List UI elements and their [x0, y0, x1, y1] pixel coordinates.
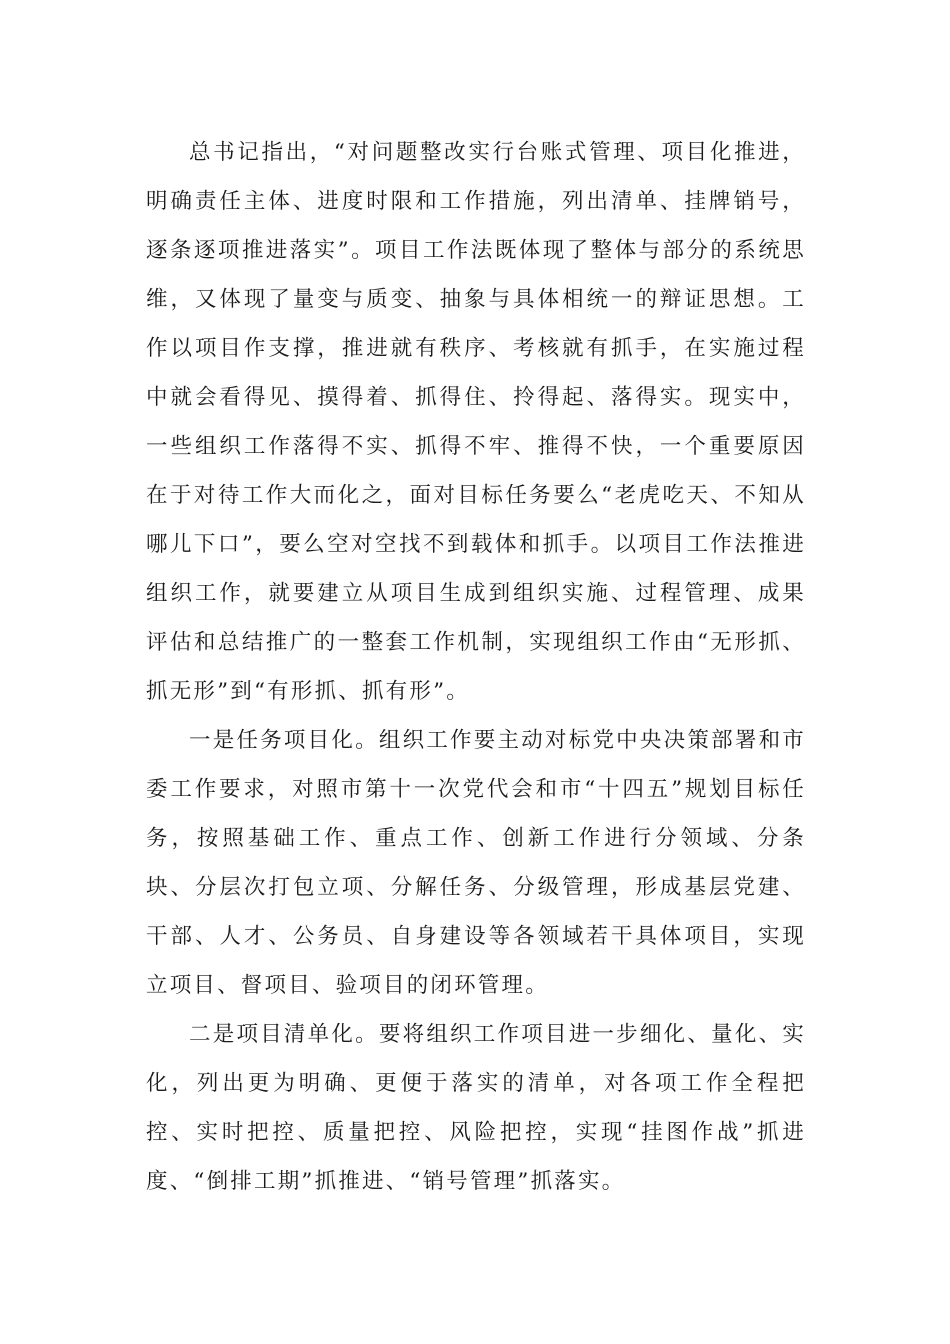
paragraph-intro: 总书记指出，“对问题整改实行台账式管理、项目化推进，明确责任主体、进度时限和工作措施，列出清单、挂牌销号，逐条逐项推进落实”。项目工作法既体现了整体与部分的系统思维，又体现了量变与质变、抽象与具体相统一的辩证思想。工作以项目作支撑，推进就有秩序、考核就有抓手，在实施过程中就会看得见、摸得着、抓得住、拎得起、落得实。现实中，一些组织工作落得不实、抓得不牢、推得不快，一个重要原因在于对待工作大而化之，面对目标任务要么“老虎吃天、不知从哪儿下口”，要么空对空找不到载体和抓手。以项目工作法推进组织工作，就要建立从项目生成到组织实施、过程管理、成果评估和总结推广的一整套工作机制，实现组织工作由“无形抓、抓无形”到“有形抓、抓有形”。 [146, 140, 806, 704]
paragraph-project-listing: 二是项目清单化。要将组织工作项目进一步细化、量化、实化，列出更为明确、更便于落实的清单，对各项工作全程把控、实时把控、质量把控、风险把控，实现“挂图作战”抓进度、“倒排工期”抓推进、“销号管理”抓落实。 [146, 1022, 806, 1194]
paragraph-task-projectization: 一是任务项目化。组织工作要主动对标党中央决策部署和市委工作要求，对照市第十一次党代会和市“十四五”规划目标任务，按照基础工作、重点工作、创新工作进行分领域、分条块、分层次打包立项、分解任务、分级管理，形成基层党建、干部、人才、公务员、自身建设等各领域若干具体项目，实现立项目、督项目、验项目的闭环管理。 [146, 728, 806, 998]
document-body [146, 128, 806, 1206]
